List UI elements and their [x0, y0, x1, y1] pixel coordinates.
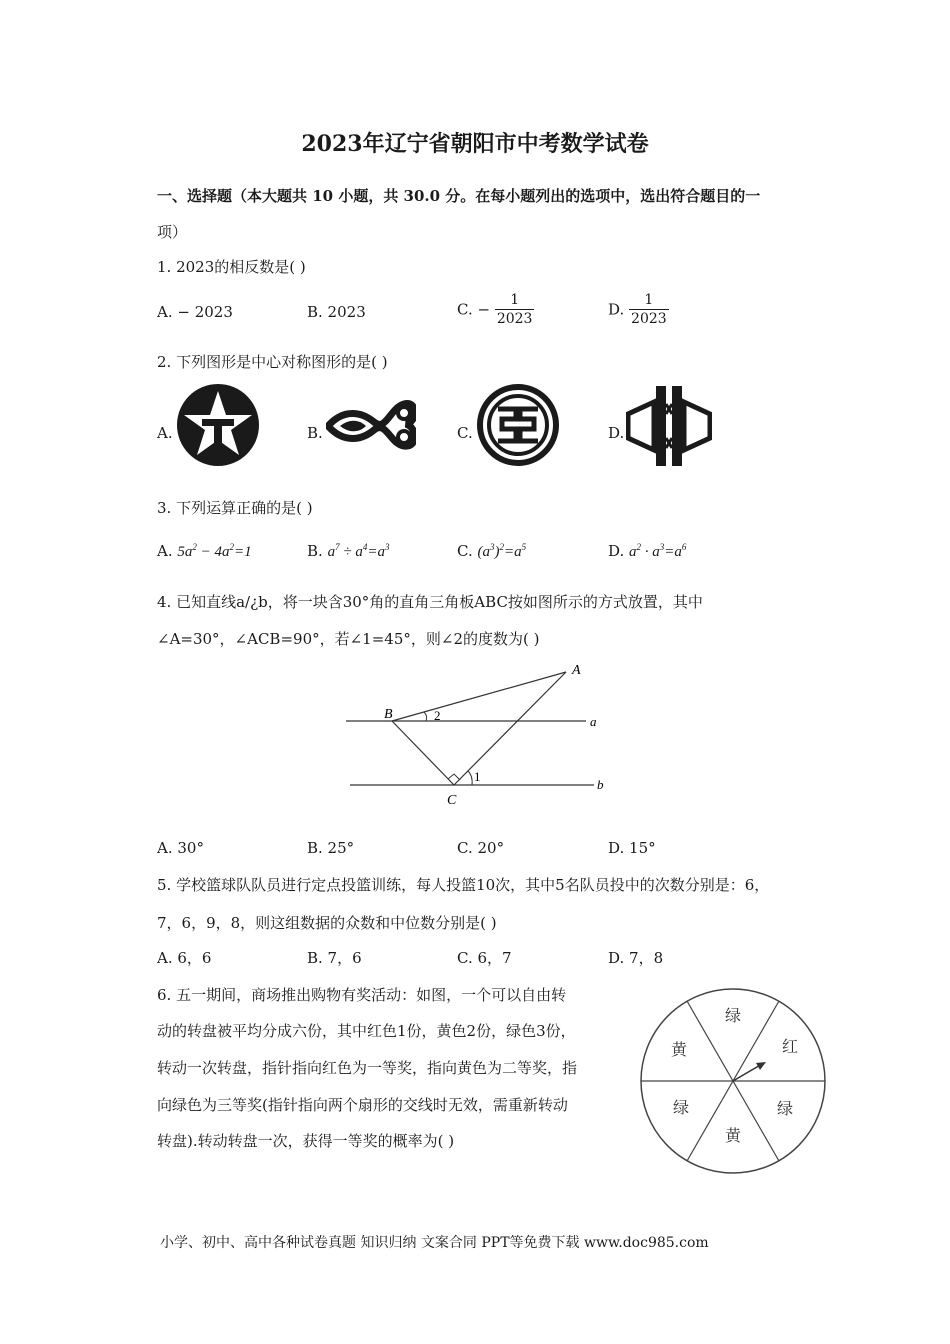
sector-lower-left: 绿 — [672, 1100, 690, 1117]
right-angle-mark — [448, 774, 460, 780]
q3-c-label: C. — [457, 542, 473, 560]
side-bc — [392, 721, 454, 785]
side-ca — [454, 672, 566, 785]
q3-a-label: A. — [157, 542, 173, 560]
cloud-swirl-icon — [326, 386, 416, 464]
q2-option-a: A. — [157, 424, 173, 442]
q3-d-expression: $a^2 \cdot a^3=a^6$ — [629, 542, 687, 560]
q5-option-d: D. 7，8 — [608, 949, 664, 967]
label-A: A — [572, 663, 581, 678]
circle-seal-icon — [476, 383, 560, 467]
q4-option-b: B. 25° — [307, 839, 355, 857]
q6-line3: 转动一次转盘，指针指向红色为一等奖，指向黄色为二等奖，指 — [157, 1059, 578, 1077]
q1-c-numerator: 1 — [495, 291, 535, 310]
q1-c-denominator: 2023 — [496, 311, 533, 327]
spinner-wheel-figure — [638, 986, 828, 1176]
q1-d-fraction — [629, 291, 669, 328]
q1-option-a: A. − 2023 — [157, 303, 233, 321]
q2-option-d: D. — [608, 424, 625, 442]
angle-2-arc — [424, 712, 427, 721]
q3-d-label: D. — [608, 542, 625, 560]
q1-d-numerator: 1 — [629, 291, 669, 310]
label-angle-1: 1 — [474, 769, 481, 784]
angle-1-arc — [468, 771, 472, 785]
q3-option-c — [457, 542, 526, 561]
q1-stem: 1. 2023的相反数是( ) — [157, 258, 306, 276]
sector-upper-left: 黄 — [670, 1042, 688, 1059]
q1-d-prefix: D. — [608, 300, 625, 319]
q6-line2: 动的转盘被平均分成六份，其中红色1份，黄色2份，绿色3份， — [157, 1022, 576, 1040]
q4-stem-line1: 4. 已知直线a/¿b，将一块含30°角的直角三角板ABC按如图所示的方式放置，其中 — [157, 593, 703, 611]
q6-line1: 6. 五一期间，商场推出购物有奖活动：如图，一个可以自由转 — [157, 986, 567, 1004]
q3-b-label: B. — [307, 542, 323, 560]
label-angle-2: 2 — [434, 708, 441, 723]
q1-option-d — [608, 291, 669, 328]
q4-option-d: D. 15° — [608, 839, 656, 857]
section-heading: 一、选择题（本大题共 10 小题，共 30.0 分。在每小题列出的选项中，选出符合题目的一 — [157, 187, 761, 205]
q1-d-denominator: 2023 — [631, 311, 667, 327]
q3-stem: 3. 下列运算正确的是( ) — [157, 499, 313, 517]
page-footer: 小学、初中、高中各种试卷真题 知识归纳 文案合同 PPT等免费下载 www.doc985.com — [160, 1235, 709, 1251]
q5-option-c: C. 6，7 — [457, 949, 512, 967]
q4-stem-line2: ∠A=30°，∠ACB=90°，若∠1=45°，则∠2的度数为( ) — [157, 630, 540, 648]
label-B: B — [384, 707, 393, 722]
q5-stem-line2: 7，6，9，8，则这组数据的众数和中位数分别是( ) — [157, 914, 497, 932]
sector-lower-right: 绿 — [776, 1101, 794, 1118]
star-emblem-icon — [176, 383, 260, 467]
q1-c-fraction — [495, 291, 535, 328]
q6-line5: 转盘).转动转盘一次，获得一等奖的概率为( ) — [157, 1132, 455, 1150]
label-line-b: b — [597, 777, 604, 792]
q4-triangle-figure — [340, 658, 620, 810]
q6-line4: 向绿色为三等奖(指针指向两个扇形的交线时无效，需重新转动 — [157, 1096, 568, 1114]
q1-c-prefix: C. − — [457, 300, 491, 319]
q3-a-expression: $5a^2 - 4a^2=1$ — [177, 542, 252, 560]
section-heading-cont: 项） — [157, 223, 188, 241]
bracket-shape-icon — [626, 384, 712, 468]
q1-option-c — [457, 291, 534, 328]
q5-stem-line1: 5. 学校篮球队队员进行定点投篮训练，每人投篮10次，其中5名队员投中的次数分别是：6， — [157, 876, 770, 894]
label-line-a: a — [590, 714, 597, 729]
q3-option-a — [157, 542, 252, 561]
q1-option-b: B. 2023 — [307, 303, 366, 321]
side-ba — [392, 672, 566, 721]
q3-option-d — [608, 542, 686, 561]
sector-bottom: 黄 — [724, 1128, 742, 1145]
page-title: 2023年辽宁省朝阳市中考数学试卷 — [301, 131, 649, 157]
sector-top: 绿 — [724, 1008, 742, 1025]
q5-option-b: B. 7，6 — [307, 949, 362, 967]
q5-option-a: A. 6，6 — [157, 949, 212, 967]
q2-option-b: B. — [307, 424, 323, 442]
q3-option-b — [307, 542, 389, 561]
sector-upper-right: 红 — [781, 1039, 799, 1056]
label-C: C — [447, 793, 457, 808]
q4-option-c: C. 20° — [457, 839, 505, 857]
q3-b-expression: $a^7 \div a^4=a^3$ — [327, 542, 390, 560]
q3-c-expression: $(a^3)^2=a^5$ — [477, 542, 527, 560]
q4-option-a: A. 30° — [157, 839, 204, 857]
q2-stem: 2. 下列图形是中心对称图形的是( ) — [157, 353, 388, 371]
q2-option-c: C. — [457, 424, 473, 442]
